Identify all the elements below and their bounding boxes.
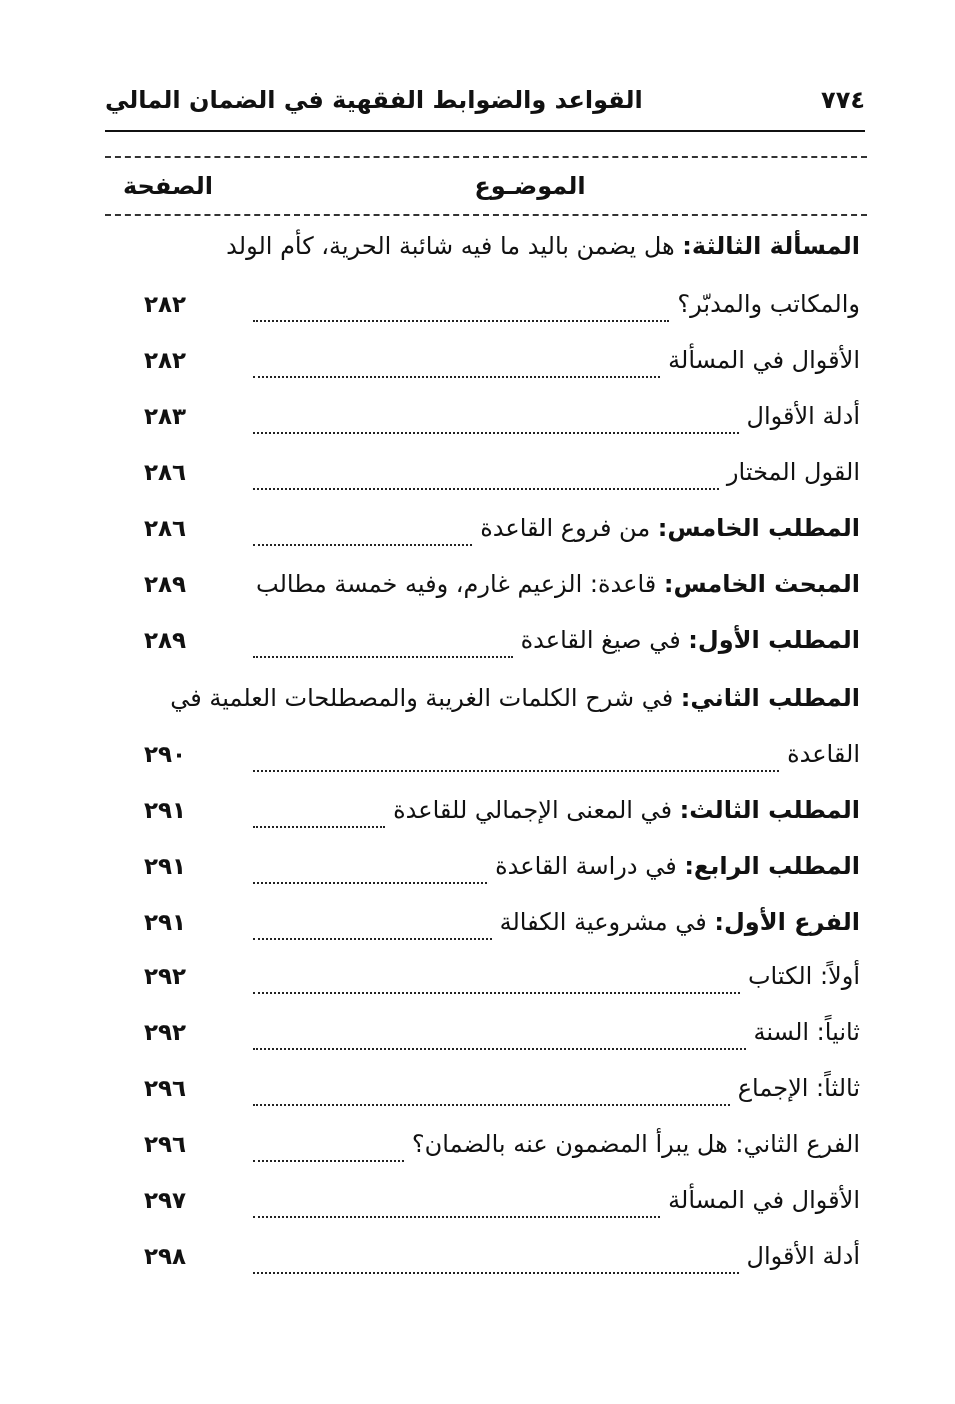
toc-entry-text: ثانياً: السنة bbox=[753, 1018, 860, 1046]
toc-entry-text: الأقوال في المسألة bbox=[668, 346, 860, 374]
toc-entry-text: القول المختار bbox=[726, 458, 860, 486]
toc-entry-title bbox=[668, 346, 860, 374]
toc-entry-title bbox=[787, 740, 860, 768]
toc-entry-prefix: المطلب الرابع: bbox=[684, 852, 860, 880]
toc-page-number: ٢٨٣ bbox=[143, 404, 187, 430]
toc-entry-title bbox=[677, 290, 860, 318]
toc-entry-text: في شرح الكلمات الغريبة والمصطلحات العلمية في bbox=[170, 684, 681, 712]
toc-entry-title bbox=[393, 796, 860, 824]
dot-leader bbox=[253, 488, 719, 490]
toc-entry bbox=[245, 740, 860, 784]
dot-leader bbox=[253, 938, 492, 940]
toc-entry-text: القاعدة bbox=[787, 740, 860, 768]
dot-leader bbox=[253, 992, 740, 994]
dot-leader bbox=[253, 320, 669, 322]
toc-entry-text: والمكاتب والمدبّر؟ bbox=[677, 290, 860, 318]
toc-entry-title bbox=[747, 1242, 861, 1270]
toc-page-number: ٢٩٨ bbox=[143, 1244, 187, 1270]
toc-entry bbox=[245, 290, 860, 334]
toc-entry bbox=[245, 1018, 860, 1062]
toc-entry bbox=[245, 570, 860, 614]
toc-entry bbox=[245, 626, 860, 670]
toc-entry bbox=[245, 402, 860, 446]
header-rule bbox=[105, 130, 865, 132]
dot-leader bbox=[253, 1104, 730, 1106]
toc-entry bbox=[245, 514, 860, 558]
toc-entry bbox=[245, 1186, 860, 1230]
toc-entry bbox=[245, 962, 860, 1006]
column-header-page: الصفحة bbox=[122, 172, 213, 200]
dot-leader bbox=[253, 376, 660, 378]
toc-entry-title bbox=[480, 514, 860, 542]
toc-page-number: ٢٩١ bbox=[143, 910, 187, 936]
dashed-divider-top bbox=[105, 156, 867, 158]
toc-entry-title bbox=[738, 1074, 860, 1102]
dashed-divider-bottom bbox=[105, 214, 867, 216]
toc-page-number: ٢٨٦ bbox=[143, 516, 187, 542]
toc-entry bbox=[245, 1074, 860, 1118]
dot-leader bbox=[253, 1272, 739, 1274]
dot-leader bbox=[253, 826, 385, 828]
toc-page-number: ٢٨٦ bbox=[143, 460, 187, 486]
toc-page-number: ٢٩٠ bbox=[143, 742, 187, 768]
toc-entry bbox=[245, 346, 860, 390]
toc-page-number: ٢٩١ bbox=[143, 798, 187, 824]
toc-entry bbox=[170, 684, 860, 728]
dot-leader bbox=[253, 1160, 404, 1162]
toc-entry-text: في مشروعية الكفالة bbox=[499, 908, 715, 936]
toc-entry-prefix: المطلب الثاني: bbox=[680, 684, 860, 712]
toc-entry-title bbox=[226, 232, 860, 260]
toc-entry-title bbox=[754, 1018, 860, 1046]
dot-leader bbox=[253, 544, 472, 546]
toc-entry-title bbox=[748, 962, 860, 990]
dot-leader bbox=[253, 770, 779, 772]
toc-entry bbox=[245, 796, 860, 840]
toc-entry bbox=[226, 232, 860, 276]
toc-entry-text: في صيغ القاعدة bbox=[520, 626, 689, 654]
toc-entry-text: أدلة الأقوال bbox=[746, 402, 860, 430]
toc-entry-prefix: الفرع الأول: bbox=[714, 908, 860, 936]
dot-leader bbox=[253, 1048, 746, 1050]
toc-entry bbox=[245, 1242, 860, 1286]
toc-entry-title bbox=[170, 684, 860, 712]
toc-entry-text: في المعنى الإجمالي للقاعدة bbox=[393, 796, 680, 824]
toc-page-number: ٢٩٧ bbox=[143, 1188, 187, 1214]
toc-entry-title bbox=[747, 402, 861, 430]
toc-entry-title bbox=[668, 1186, 860, 1214]
toc-entry-text: الأقوال في المسألة bbox=[668, 1186, 860, 1214]
toc-entry-text: ثالثاً: الإجماع bbox=[737, 1074, 860, 1102]
column-header-topic: الموضـوع bbox=[474, 172, 586, 200]
toc-entry-title bbox=[495, 852, 860, 880]
toc-entry-title bbox=[727, 458, 860, 486]
toc-entry bbox=[245, 908, 860, 952]
toc-entry-title bbox=[500, 908, 860, 936]
dot-leader bbox=[253, 882, 487, 884]
toc-entry-text: الفرع الثاني: هل يبرأ المضمون عنه بالضمان؟ bbox=[411, 1130, 860, 1158]
toc-entry-text: من فروع القاعدة bbox=[480, 514, 658, 542]
dot-leader bbox=[253, 432, 739, 434]
dot-leader bbox=[253, 656, 513, 658]
toc-page-number: ٢٩١ bbox=[143, 854, 187, 880]
toc-entry-title bbox=[256, 570, 860, 598]
book-title: القواعد والضوابط الفقهية في الضمان المالي bbox=[105, 86, 643, 114]
page-header bbox=[105, 86, 865, 126]
toc-entry-prefix: المسألة الثالثة: bbox=[682, 232, 860, 260]
toc-entry-prefix: المطلب الأول: bbox=[688, 626, 860, 654]
toc-entry-text: قاعدة: الزعيم غارم، وفيه خمسة مطالب bbox=[256, 570, 664, 598]
toc-entry-prefix: المطلب الثالث: bbox=[679, 796, 860, 824]
toc-page-number: ٢٩٢ bbox=[143, 1020, 187, 1046]
toc-entry-title bbox=[521, 626, 860, 654]
dot-leader bbox=[253, 1216, 660, 1218]
toc-entry-prefix: المطلب الخامس: bbox=[657, 514, 860, 542]
toc-page-number: ٢٩٦ bbox=[143, 1132, 187, 1158]
toc-page-number: ٢٩٦ bbox=[143, 1076, 187, 1102]
toc-page-number: ٢٨٢ bbox=[143, 292, 187, 318]
toc-entry-prefix: المبحث الخامس: bbox=[663, 570, 860, 598]
toc-entry-text: في دراسة القاعدة bbox=[495, 852, 685, 880]
toc-page-number: ٢٨٢ bbox=[143, 348, 187, 374]
toc-entry-text: أولاً: الكتاب bbox=[747, 962, 860, 990]
toc-page-number: ٢٨٩ bbox=[143, 628, 187, 654]
toc-entry-text: أدلة الأقوال bbox=[746, 1242, 860, 1270]
toc-entry-title bbox=[412, 1130, 860, 1158]
page-number: ٧٧٤ bbox=[821, 86, 865, 114]
toc-page-number: ٢٨٩ bbox=[143, 572, 187, 598]
toc-entry bbox=[245, 1130, 860, 1174]
toc-entry bbox=[245, 458, 860, 502]
toc-page-number: ٢٩٢ bbox=[143, 964, 187, 990]
toc-entry-text: هل يضمن باليد ما فيه شائبة الحرية، كأم الولد bbox=[226, 232, 683, 260]
toc-entry bbox=[245, 852, 860, 896]
